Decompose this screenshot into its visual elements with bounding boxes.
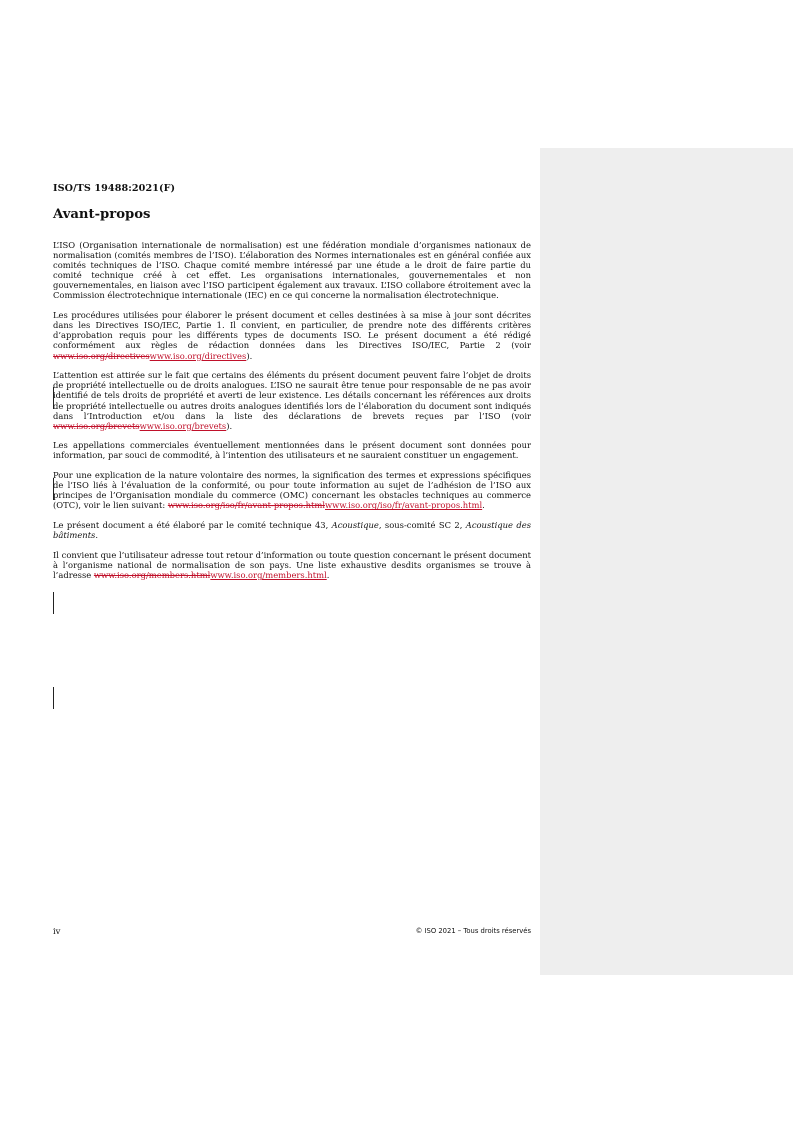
change-bar (53, 687, 54, 709)
paragraph-text: L’attention est attirée sur le fait que certains des éléments du présent document peuvent faire l’objet de droits de propriété intellectuelle ou de droits analogues. L’ISO ne saurait être tenue pour responsable de ne pas avoir identifié de tels droits de propriété et averti de leur existence. Les détails concernant les références aux droits de propriété intellectuelle ou autres droits analogues identifiés lors de l’élaboration du document sont indiqués dans l’Introduction et/ou dans la liste des déclarations de brevets reçues par l’ISO (voir (53, 370, 531, 421)
copyright-notice: © ISO 2021 – Tous droits réservés (415, 927, 531, 935)
paragraph-text: , sous-comité SC 2, (378, 520, 466, 531)
paragraph-end: . (326, 570, 330, 581)
paragraph-committee (53, 520, 531, 540)
paragraph-patents (53, 370, 531, 431)
document-body (53, 240, 531, 590)
page-number: iv (53, 926, 61, 936)
paragraph-text: Il convient que l’utilisateur adresse tout retour d’information ou toute question concernant le présent document à l’organisme national de normalisation de son pays. Une liste exhaustive desdits organismes se trouve à l’adresse (53, 549, 531, 581)
paragraph-end: ). (246, 350, 253, 361)
paragraph-text: Les procédures utilisées pour élaborer le présent document et celles destinées à sa mise à jour sont décrites dans les Directives ISO/IEC, Partie 1. Il convient, en particulier, de prendre note des différents critères d’approbation requis pour les différents types de documents ISO. Le présent document a été rédigé conformément aux règles de rédaction données dans les Directives ISO/IEC, Partie 2 (voir (53, 310, 531, 351)
deleted-link-text: www.iso.org/members.html (93, 570, 211, 581)
comment-pane (540, 148, 793, 975)
committee-name: Acoustique (331, 520, 379, 531)
paragraph-iso-intro: L’ISO (Organisation internationale de normalisation) est une fédération mondiale d’organismes nationaux de normalisation (comités membres de l’ISO). L’élaboration des Normes internationales est en général confiée aux comités techniques de l’ISO. Chaque comité membre intéressé par une étude a le droit de faire partie du comité technique créé à cet effet. Les organisations internationales, gouvernementales et non gouvernementales, en liaison avec l’ISO participent également aux travaux. L’ISO collabore étroitement avec la Commission électrotechnique internationale (IEC) en ce qui concerne la normalisation électrotechnique. (53, 240, 531, 301)
paragraph-procedures (53, 310, 531, 360)
subcommittee-name: Acoustique des bâtiments (53, 520, 531, 541)
document-header-id: ISO/TS 19488:2021(F) (53, 183, 176, 194)
patents-link[interactable]: www.iso.org/brevets (139, 420, 227, 431)
change-bar (53, 592, 54, 614)
paragraph-trade-names: Les appellations commerciales éventuellement mentionnées dans le présent document sont données pour information, par souci de commodité, à l’intention des utilisateurs et ne sauraient constituer un engagement. (53, 440, 531, 461)
paragraph-voluntary-nature (53, 470, 531, 510)
paragraph-end: . (95, 530, 99, 541)
deleted-link-text: www.iso.org/iso/fr/avant-propos.html (167, 500, 325, 511)
paragraph-text: Pour une explication de la nature volontaire des normes, la signification des termes et expressions spécifiques de l’ISO liés à l’évaluation de la conformité, ou pour toute information au sujet de l’adhésion de l’ISO aux principes de l’Organisation mondiale du commerce (OMC) concernant les obstacles techniques au commerce (OTC), voir le lien suivant: (53, 470, 531, 511)
section-title: Avant-propos (53, 207, 151, 222)
deleted-link-text: www.iso.org/brevets (53, 420, 140, 431)
paragraph-text: Le présent document a été élaboré par le comité technique 43, (53, 520, 332, 531)
foreword-link[interactable]: www.iso.org/iso/fr/avant-propos.html (325, 500, 483, 511)
members-link[interactable]: www.iso.org/members.html (210, 570, 327, 581)
paragraph-end: ). (226, 420, 233, 431)
directives-link[interactable]: www.iso.org/directives (149, 350, 247, 361)
paragraph-feedback (53, 550, 531, 580)
paragraph-end: . (482, 500, 485, 511)
deleted-link-text: www.iso.org/directives (53, 350, 150, 361)
